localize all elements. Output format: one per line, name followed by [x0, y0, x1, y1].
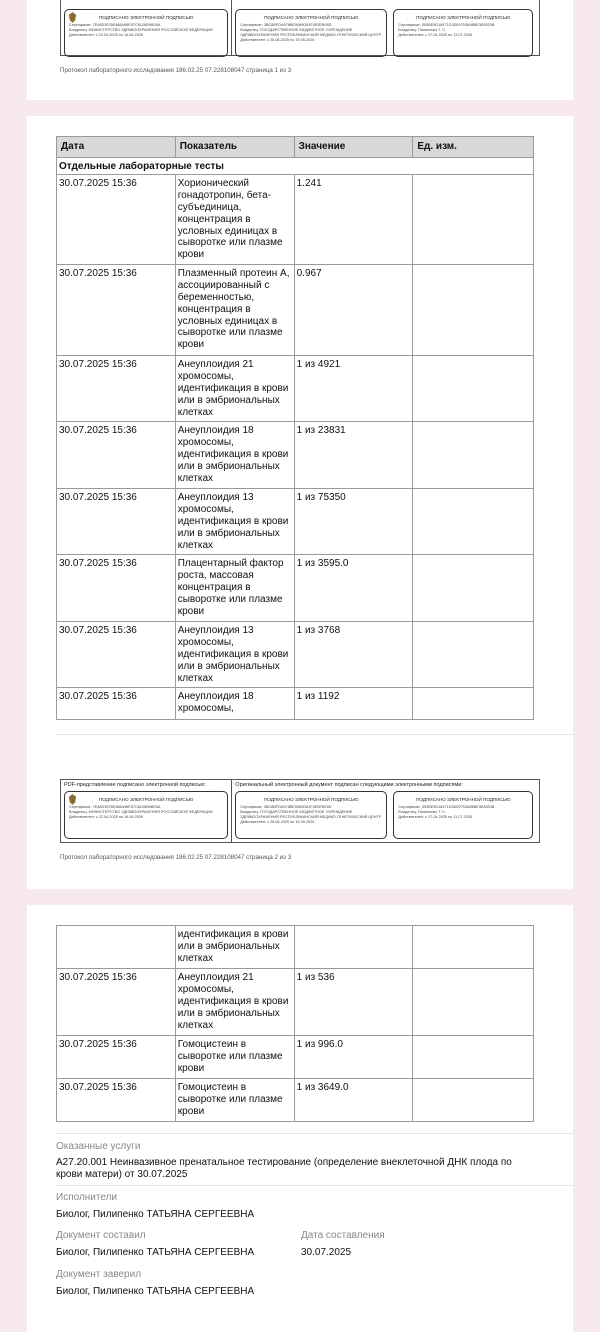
performers-value: Биолог, Пилипенко ТАТЬЯНА СЕРГЕЕВНА [56, 1209, 255, 1220]
signature-card: ПОДПИСАНО ЭЛЕКТРОННОЙ ПОДПИСЬЮ Сертификат: 7E48D3578E488A96E57C8126B98D5A Владелец: МИНИСТЕРСТВО ЗДРАВООХРАНЕНИЯ РОССИЙСКОЙ ФЕДЕРАЦИИ Действителен: с 22.04.2025 по 16.06.2026 [64, 791, 228, 839]
services-label: Оказанные услуги [56, 1141, 141, 1152]
column-header: Дата [57, 137, 176, 158]
performers-label: Исполнители [56, 1192, 118, 1203]
divider [56, 1185, 574, 1186]
signature-card: ПОДПИСАНО ЭЛЕКТРОННОЙ ПОДПИСЬЮ Сертификат: 7E48D3578E488A96E57C8126B98D5A Владелец: МИНИСТЕРСТВО ЗДРАВООХРАНЕНИЯ РОССИЙСКОЙ ФЕДЕРАЦИИ Действителен: с 22.04.2025 по 16.06.2026 [64, 9, 228, 57]
cell-value: 1 из 1192 [294, 687, 413, 719]
cell-unit [413, 926, 534, 969]
signature-card: ПОДПИСАНО ЭЛЕКТРОННОЙ ПОДПИСЬЮ Сертификат: 393BE9D16471D3D09753A9B8E3E8533B Владелец: Пилипенко Т. С. Действителен: с 17.04.2025 по 11.07.2026 [393, 791, 533, 839]
table-row [57, 554, 534, 621]
cell-unit [413, 264, 534, 355]
cell-date: 30.07.2025 15:36 [57, 554, 176, 621]
cell-unit [413, 687, 534, 719]
table-row [57, 174, 534, 264]
cell-value: 1.241 [294, 174, 413, 264]
table-row [57, 355, 534, 421]
cell-value [294, 926, 413, 969]
column-header: Показатель [175, 137, 294, 158]
cell-date [57, 926, 176, 969]
table-row [57, 421, 534, 488]
cell-unit [413, 969, 534, 1036]
table-header-row [57, 137, 534, 158]
cell-value: 1 из 23831 [294, 421, 413, 488]
signature-card: ПОДПИСАНО ЭЛЕКТРОННОЙ ПОДПИСЬЮ Сертификат: 3BC8BFDA978BE9089D81F4E0EB09D Владелец: ГОСУДАРСТВЕННОЕ БЮДЖЕТНОЕ УЧРЕЖДЕНИЕ ЗДРАВООХРАНЕНИЯ РЕСПУБЛИКАНСКИЙ МЕДИКО-ГЕНЕТИЧЕСКИЙ ЦЕНТР Действителен: с 26.06.2025 по 19.09.2026 [235, 791, 387, 839]
cell-indicator: Анеуплоидия 13 хромосомы, идентификация в крови или в эмбриональных клетках [175, 488, 294, 554]
table-row [57, 969, 534, 1036]
signature-card: ПОДПИСАНО ЭЛЕКТРОННОЙ ПОДПИСЬЮ Сертификат: 393BE9D16471D3D09753A9B8E3E8533B Владелец: Пилипенко Т. С. Действителен: с 17.04.2025 по 11.07.2026 [393, 9, 533, 57]
table-row [57, 1079, 534, 1122]
cell-value: 1 из 536 [294, 969, 413, 1036]
divider [56, 734, 574, 735]
emblem-icon [68, 12, 77, 23]
cell-date: 30.07.2025 15:36 [57, 621, 176, 687]
emblem-icon [68, 794, 77, 805]
date-value: 30.07.2025 [301, 1247, 352, 1258]
cell-date: 30.07.2025 15:36 [57, 264, 176, 355]
cell-indicator: Гомоцистеин в сыворотке или плазме крови [175, 1036, 294, 1079]
cell-value: 1 из 3649.0 [294, 1079, 413, 1122]
cell-date: 30.07.2025 15:36 [57, 1079, 176, 1122]
column-header: Ед. изм. [413, 137, 534, 158]
cell-indicator: Плацентарный фактор роста, массовая концентрация в сыворотке или плазме крови [175, 554, 294, 621]
cell-date: 30.07.2025 15:36 [57, 488, 176, 554]
composed-value: Биолог, Пилипенко ТАТЬЯНА СЕРГЕЕВНА [56, 1247, 255, 1258]
section-title: Отдельные лабораторные тесты [57, 158, 534, 175]
cell-value: 1 из 3768 [294, 621, 413, 687]
cell-indicator: Анеуплоидия 21 хромосомы, идентификация в крови или в эмбриональных клетках [175, 969, 294, 1036]
page-1-fragment [27, 0, 573, 100]
page-2 [27, 116, 573, 889]
signature-block [60, 0, 540, 56]
cell-indicator: идентификация в крови или в эмбриональных клетках [175, 926, 294, 969]
cell-unit [413, 621, 534, 687]
protocol-footer: Протокол лабораторного исследования 186.02.25 07.228108047 страница 2 из 3 [60, 854, 292, 861]
cell-unit [413, 355, 534, 421]
signature-card: ПОДПИСАНО ЭЛЕКТРОННОЙ ПОДПИСЬЮ Сертификат: 3BC8BFDA978BE9089D81F4E0EB09D Владелец: ГОСУДАРСТВЕННОЕ БЮДЖЕТНОЕ УЧРЕЖДЕНИЕ ЗДРАВООХРАНЕНИЯ РЕСПУБЛИКАНСКИЙ МЕДИКО-ГЕНЕТИЧЕСКИЙ ЦЕНТР Действителен: с 26.06.2025 по 19.09.2026 [235, 9, 387, 57]
cell-unit [413, 554, 534, 621]
cell-value: 1 из 4921 [294, 355, 413, 421]
lab-results-table [56, 136, 534, 720]
cell-date: 30.07.2025 15:36 [57, 421, 176, 488]
certified-value: Биолог, Пилипенко ТАТЬЯНА СЕРГЕЕВНА [56, 1286, 255, 1297]
cell-indicator: Анеуплоидия 18 хромосомы, идентификация в крови или в эмбриональных клетках [175, 421, 294, 488]
cell-date: 30.07.2025 15:36 [57, 687, 176, 719]
cell-indicator: Хорионический гонадотропин, бета-субъединица, концентрация в условных единицах в сыворотке или плазме крови [175, 174, 294, 264]
cell-indicator: Плазменный протеин А, ассоциированный с беременностью, концентрация в условных единицах в сыворотке или плазме крови [175, 264, 294, 355]
services-value: А27.20.001 Неинвазивное пренатальное тестирование (определение внеклеточной ДНК плода по крови матери) от 30.07.2025 [56, 1157, 512, 1180]
protocol-footer: Протокол лабораторного исследования 186.02.25 07.228108047 страница 1 из 3 [60, 67, 292, 74]
column-header: Значение [294, 137, 413, 158]
cell-value: 1 из 3595.0 [294, 554, 413, 621]
lab-results-table-continued [56, 925, 534, 1122]
cell-date: 30.07.2025 15:36 [57, 1036, 176, 1079]
page-3 [27, 905, 573, 1332]
divider [56, 1133, 574, 1134]
signature-block: PDF-представление подписано электронной подписью: ПОДПИСАНО ЭЛЕКТРОННОЙ ПОДПИСЬЮ Сертификат: 7E48D3578E488A96E57C8126B98D5A Владелец: МИНИСТЕРСТВО ЗДРАВООХРАНЕНИЯ РОССИЙСКОЙ ФЕДЕРАЦИИ Действителен: с 22.04.2025 по 16.06.2026 Оригинальный электронный документ подписан следующими электронными подписями: ПОДПИСАНО ЭЛЕКТРОННОЙ ПОДПИСЬЮ Сертификат: 3BC8BFDA978BE9089D81F4E0EB09D Владелец: ГОСУДАРСТВЕННОЕ БЮДЖЕТНОЕ УЧРЕЖДЕНИЕ ЗДРАВООХРАНЕНИЯ РЕСПУБЛИКАНСКИЙ МЕДИКО-ГЕНЕТИЧЕСКИЙ ЦЕНТР Действителен: с 26.06.2025 по 19.09.2026 ПОДПИСАНО ЭЛЕКТРОННОЙ ПОДПИСЬЮ Сертификат: 393BE9D16471D3D09753A9B8E3E8533B Владелец: Пилипенко Т. С. Действителен: с 17.04.2025 по 11.07.2026 [60, 779, 540, 843]
certified-label: Документ заверил [56, 1269, 142, 1280]
cell-unit [413, 421, 534, 488]
date-label: Дата составления [301, 1230, 385, 1241]
cell-indicator: Гомоцистеин в сыворотке или плазме крови [175, 1079, 294, 1122]
cell-unit [413, 1079, 534, 1122]
section-row [57, 158, 534, 175]
cell-indicator: Анеуплоидия 13 хромосомы, идентификация в крови или в эмбриональных клетках [175, 621, 294, 687]
table-row [57, 488, 534, 554]
cell-unit [413, 1036, 534, 1079]
cell-indicator: Анеуплоидия 18 хромосомы, [175, 687, 294, 719]
cell-date: 30.07.2025 15:36 [57, 174, 176, 264]
cell-indicator: Анеуплоидия 21 хромосомы, идентификация в крови или в эмбриональных клетках [175, 355, 294, 421]
table-row [57, 926, 534, 969]
table-row [57, 264, 534, 355]
cell-date: 30.07.2025 15:36 [57, 355, 176, 421]
cell-unit [413, 488, 534, 554]
cell-value: 1 из 75350 [294, 488, 413, 554]
table-row [57, 687, 534, 719]
cell-value: 0.967 [294, 264, 413, 355]
table-row [57, 621, 534, 687]
cell-date: 30.07.2025 15:36 [57, 969, 176, 1036]
cell-value: 1 из 996.0 [294, 1036, 413, 1079]
cell-unit [413, 174, 534, 264]
table-row [57, 1036, 534, 1079]
composed-label: Документ составил [56, 1230, 146, 1241]
